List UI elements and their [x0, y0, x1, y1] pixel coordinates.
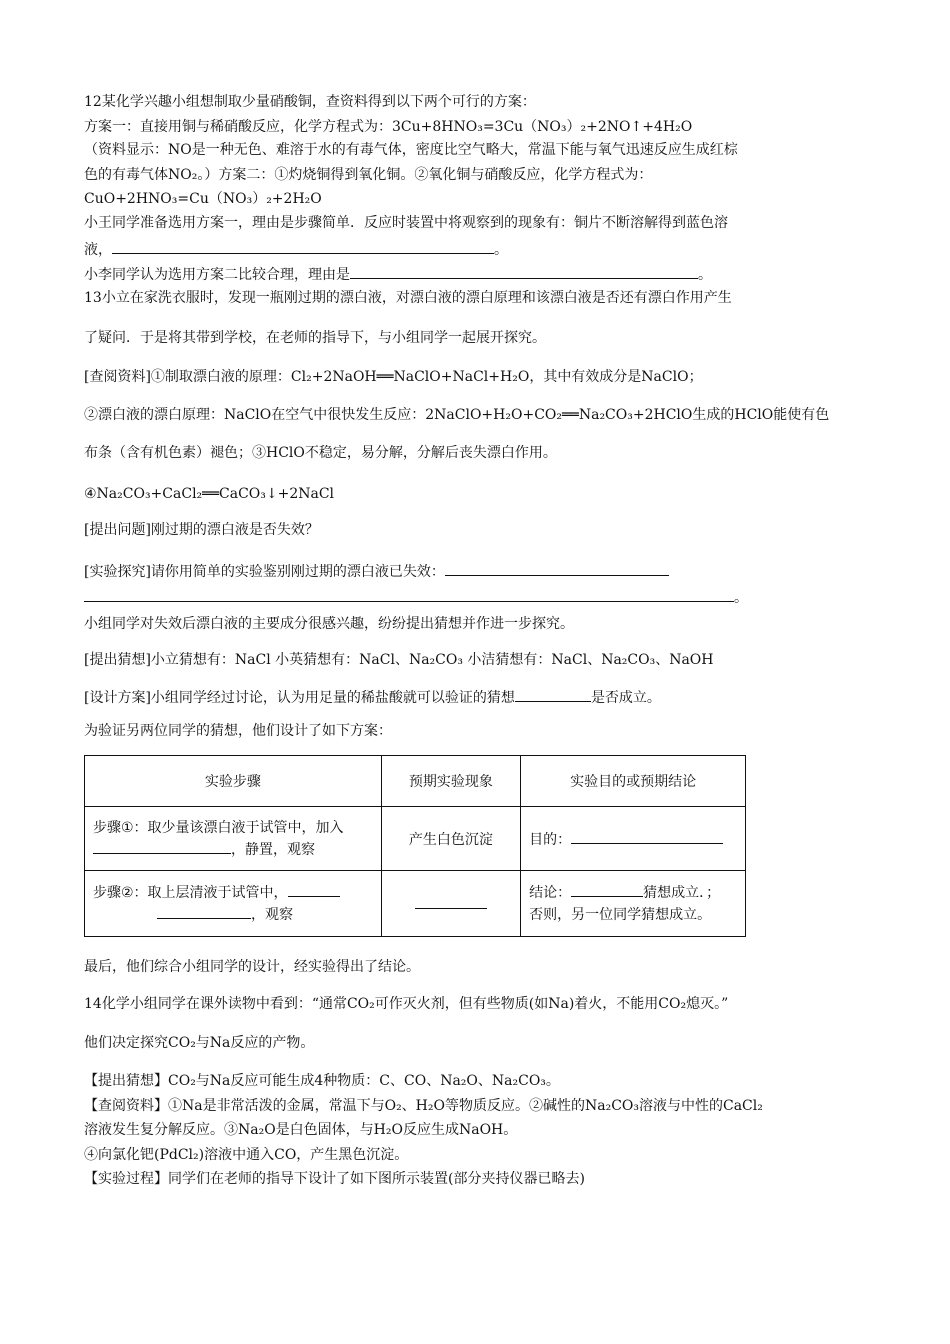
table-cell-phenomenon1: 产生白色沉淀 — [381, 807, 520, 871]
answer-blank[interactable] — [415, 894, 487, 909]
answer-blank[interactable] — [157, 904, 251, 919]
step2-text-end: ，观察 — [251, 906, 293, 923]
q13-explore-end: 。 — [734, 590, 748, 606]
q14-process: 【实验过程】同学们在老师的指导下设计了如下图所示装置(部分夹持仪器已略去) — [84, 1171, 585, 1187]
table-cell-step1 — [85, 807, 382, 871]
answer-blank[interactable] — [515, 687, 591, 702]
purpose-label: 目的： — [529, 831, 572, 848]
q12-li-text: 小李同学认为选用方案二比较合理，理由是 — [84, 267, 350, 283]
q13-interest: 小组同学对失效后漂白液的主要成分很感兴趣，纷纷提出猜想并作进一步探究。 — [84, 616, 574, 632]
conclusion-otherwise: 否则，另一位同学猜想成立。 — [529, 906, 712, 923]
q12-wang2-text: 液， — [84, 242, 112, 258]
step2-text: 步骤②：取上层清液于试管中， — [93, 884, 288, 901]
q13-explore — [84, 561, 669, 581]
q14-ref2: 溶液发生复分解反应。③Na₂O是白色固体，与H₂O反应生成NaOH。 — [84, 1122, 518, 1138]
q13-ref2: ②漂白液的漂白原理：NaClO在空气中很快发生反应：2NaClO+H₂O+CO₂══Na₂CO₃+2HClO生成的HClO能使有色 — [84, 407, 830, 423]
q13-design-end: 是否成立。 — [590, 690, 661, 706]
answer-blank[interactable] — [571, 829, 723, 844]
q12-li — [84, 264, 712, 284]
q14-intro1: 14化学小组同学在课外读物中看到：“通常CO₂可作灭火剂，但有些物质(如Na)着火，不能用CO₂熄灭。” — [84, 996, 729, 1012]
q13-ref3: 布条（含有机色素）褪色；③HClO不稳定，易分解，分解后丧失漂白作用。 — [84, 445, 557, 461]
q13-guess: [提出猜想]小立猜想有：NaCl 小英猜想有：NaCl、Na₂CO₃ 小洁猜想有：NaCl、Na₂CO₃、NaOH — [84, 652, 714, 668]
experiment-table — [84, 755, 746, 937]
q13-explore-line2 — [84, 587, 748, 607]
q12-li-end: 。 — [698, 267, 712, 283]
step1-text-end: ，静置，观察 — [231, 841, 315, 858]
answer-blank[interactable] — [571, 882, 643, 897]
q13-intro2: 了疑问．于是将其带到学校，在老师的指导下，与小组同学一起展开探究。 — [84, 330, 546, 346]
table-header: 预期实验现象 — [381, 756, 520, 807]
answer-blank[interactable] — [84, 587, 734, 602]
q12-plan1: 方案一：直接用铜与稀硝酸反应，化学方程式为：3Cu+8HNO₃=3Cu（NO₃）₂+2NO↑+4H₂O — [84, 119, 693, 135]
table-row — [85, 871, 746, 937]
q13-question: [提出问题]刚过期的漂白液是否失效？ — [84, 522, 319, 538]
q13-ref4: ④Na₂CO₃+CaCl₂══CaCO₃↓+2NaCl — [84, 486, 335, 502]
q12-eq2: CuO+2HNO₃=Cu（NO₃）₂+2H₂O — [84, 191, 322, 207]
q14-ref1: 【查阅资料】①Na是非常活泼的金属，常温下与O₂、H₂O等物质反应。②碱性的Na₂CO₃溶液与中性的CaCl₂ — [84, 1098, 763, 1114]
table-row — [85, 807, 746, 871]
table-header: 实验目的或预期结论 — [521, 756, 746, 807]
table-cell-conclusion2 — [521, 871, 746, 937]
answer-blank[interactable] — [350, 264, 698, 279]
conclusion-text: 猜想成立．； — [643, 884, 721, 901]
q13-verify: 为验证另两位同学的猜想，他们设计了如下方案： — [84, 723, 392, 739]
answer-blank[interactable] — [445, 561, 669, 576]
q14-intro2: 他们决定探究CO₂与Na反应的产物。 — [84, 1035, 315, 1051]
q14-guess: 【提出猜想】CO₂与Na反应可能生成4种物质：C、CO、Na₂O、Na₂CO₃。 — [84, 1073, 560, 1089]
q13-design-text: [设计方案]小组同学经过讨论，认为用足量的稀盐酸就可以验证的猜想 — [84, 690, 515, 706]
q13-design — [84, 687, 661, 707]
q13-final: 最后，他们综合小组同学的设计，经实验得出了结论。 — [84, 959, 420, 975]
q12-wang2-end: 。 — [494, 242, 508, 258]
q12-wang2 — [84, 239, 508, 259]
q14-ref3: ④向氯化钯(PdCl₂)溶液中通入CO，产生黑色沉淀。 — [84, 1147, 409, 1163]
q12-line1: 12某化学兴趣小组想制取少量硝酸铜，查资料得到以下两个可行的方案： — [84, 94, 536, 110]
table-header-row — [85, 756, 746, 807]
step1-text: 步骤①：取少量该漂白液于试管中，加入 — [93, 819, 344, 836]
q12-info2: 色的有毒气体NO₂。）方案二：①灼烧铜得到氧化铜。②氧化铜与硝酸反应，化学方程式为： — [84, 167, 653, 183]
q13-explore-text: [实验探究]请你用简单的实验鉴别刚过期的漂白液已失效： — [84, 564, 445, 580]
table-cell-step2 — [85, 871, 382, 937]
answer-blank[interactable] — [93, 839, 231, 854]
q12-wang1: 小王同学准备选用方案一，理由是步骤简单．反应时装置中将观察到的现象有：铜片不断溶解得到蓝色溶 — [84, 215, 728, 231]
q13-ref1: [查阅资料]①制取漂白液的原理：Cl₂+2NaOH══NaClO+NaCl+H₂O，其中有效成分是NaClO； — [84, 369, 703, 385]
answer-blank[interactable] — [288, 882, 340, 897]
table-cell-purpose1 — [521, 807, 746, 871]
table-cell-phenomenon2 — [381, 871, 520, 937]
answer-blank[interactable] — [112, 239, 494, 254]
conclusion-label: 结论： — [529, 884, 572, 901]
q13-intro1: 13小立在家洗衣服时，发现一瓶刚过期的漂白液，对漂白液的漂白原理和该漂白液是否还有漂白作用产生 — [84, 290, 732, 306]
q12-info1: （资料显示：NO是一种无色、难溶于水的有毒气体，密度比空气略大，常温下能与氧气迅速反应生成红棕 — [84, 142, 738, 158]
table-header: 实验步骤 — [85, 756, 382, 807]
